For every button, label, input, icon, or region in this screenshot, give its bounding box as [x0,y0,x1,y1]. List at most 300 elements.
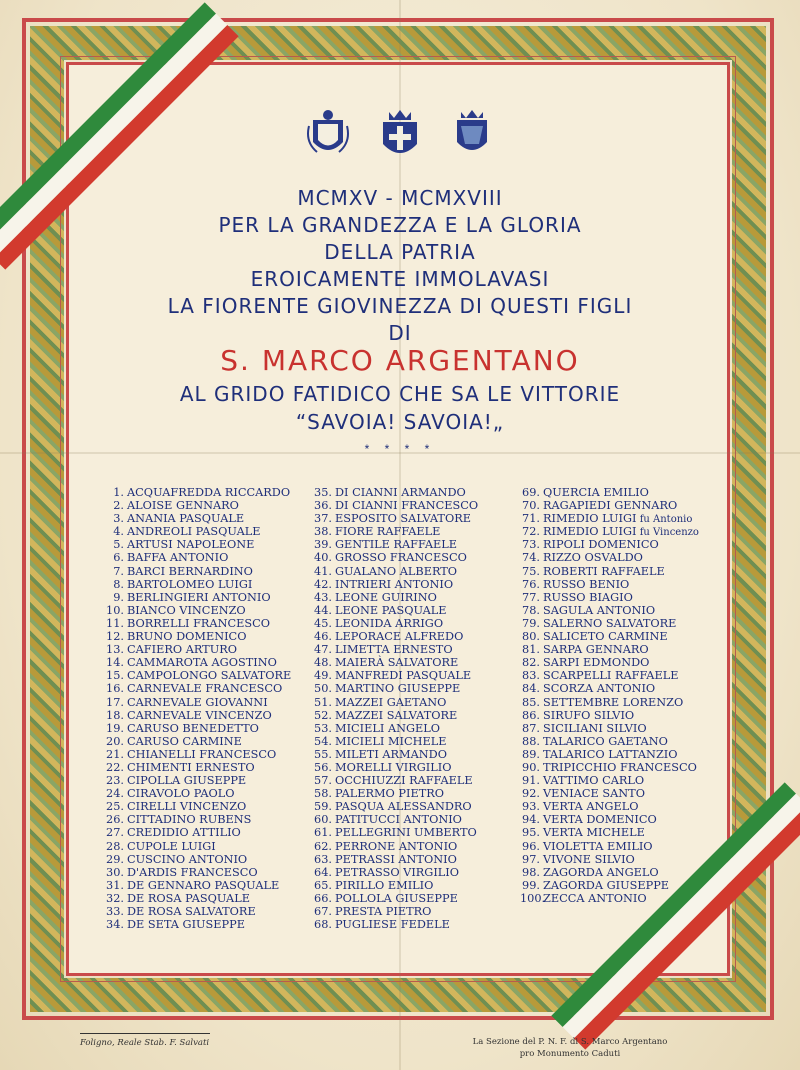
row-number: 56. [314,760,332,774]
fallen-name-row [104,512,291,525]
fallen-name-row [520,722,699,735]
fallen-name: VATTIMO CARLO [543,774,645,788]
fallen-name-row [312,538,478,551]
fallen-name-row [312,918,478,931]
row-number: 11. [106,616,124,630]
row-number: 73. [522,538,540,552]
fallen-name: PALERMO PIETRO [335,787,445,801]
fallen-name: SIRUFO SILVIO [543,708,635,722]
fallen-name: CUSCINO ANTONIO [127,852,248,866]
row-number: 39. [314,538,332,552]
row-number: 61. [314,826,332,840]
fallen-name-row [104,761,291,774]
row-number: 35. [314,486,332,499]
fallen-name-row [520,643,699,656]
fallen-name: CIRAVOLO PAOLO [127,787,235,801]
row-number: 25. [106,800,124,814]
row-number: 30. [106,865,124,879]
row-number: 54. [314,734,332,748]
row-number: 27. [106,826,124,840]
fallen-name-row [104,722,291,735]
row-number: 100. [520,891,546,905]
fallen-name: MAIERÀ SALVATORE [335,656,459,670]
fallen-name-row [520,774,699,787]
row-number: 50. [314,682,332,696]
row-number: 57. [314,774,332,788]
row-number: 79. [522,616,540,630]
fallen-name: RUSSO BENIO [543,577,630,591]
row-number: 16. [106,682,124,696]
fallen-name: RIMEDIO LUIGI [543,525,637,539]
fallen-name-row [520,800,699,813]
fallen-name-row [520,617,699,630]
row-number: 48. [314,656,332,670]
fallen-name-row [520,565,699,578]
heading-line-7: AL GRIDO FATIDICO CHE SA LE VITTORIE [179,382,621,406]
row-number: 74. [522,551,540,565]
fallen-name-row [312,892,478,905]
fallen-name-row [520,761,699,774]
fallen-name: PATITUCCI ANTONIO [335,813,462,827]
fallen-name-row [104,630,291,643]
fallen-name: QUERCIA EMILIO [543,486,649,499]
fallen-name: LEPORACE ALFREDO [335,630,464,644]
fallen-name-row [104,866,291,879]
fallen-name-row [312,591,478,604]
sponsor-line-1: La Sezione del P. N. F. di S. Marco Argentano [472,1037,668,1047]
fallen-name-row [104,879,291,892]
fallen-name: LEONE GUIRINO [335,590,437,604]
fallen-name: TALARICO LATTANZIO [543,747,678,761]
fallen-name-row [104,578,291,591]
fallen-name-row [104,682,291,695]
fallen-name-row [520,656,699,669]
fallen-name: GENTILE RAFFAELE [335,538,458,552]
fallen-name: CARNEVALE GIOVANNI [127,695,268,709]
fallen-name: BIANCO VINCENZO [127,603,246,617]
row-number: 10. [106,603,124,617]
fallen-name-row [520,486,699,499]
fallen-name-row [312,617,478,630]
row-number: 53. [314,721,332,735]
row-number: 66. [314,891,332,905]
row-number: 21. [106,747,124,761]
row-number: 34. [106,918,124,932]
heading-line-3: DELLA PATRIA [324,240,476,264]
fallen-name-row [104,787,291,800]
row-number: 85. [522,695,540,709]
fallen-name: PERRONE ANTONIO [335,839,458,853]
fallen-name-row [520,551,699,564]
fallen-name-row [104,918,291,931]
fallen-name: SICILIANI SILVIO [543,721,647,735]
name-suffix: fu Antonio [636,514,693,526]
row-number: 68. [314,918,332,932]
row-number: 81. [522,643,540,657]
fallen-name-row [520,879,699,892]
fallen-name: ARTUSI NAPOLEONE [127,538,255,552]
fallen-name-row [104,748,291,761]
fallen-name-row [312,643,478,656]
row-number: 78. [522,603,540,617]
row-number: 18. [106,708,124,722]
fallen-name: INTRIERI ANTONIO [335,577,454,591]
fallen-name-row [520,512,699,525]
fallen-name-row [104,604,291,617]
fallen-name-row [104,826,291,839]
row-number: 59. [314,800,332,814]
fallen-name-row [520,840,699,853]
fallen-name-row [520,813,699,826]
row-number: 9. [113,590,124,604]
fallen-name: VERTA ANGELO [543,800,639,814]
heading-line-6: DI [388,321,412,345]
row-number: 91. [522,774,540,788]
fallen-name-row [312,656,478,669]
row-number: 26. [106,813,124,827]
fallen-name-row [312,813,478,826]
fallen-name-row [104,486,291,499]
fallen-name-row [104,853,291,866]
row-number: 97. [522,852,540,866]
fallen-name-row [312,682,478,695]
heading-line-5: LA FIORENTE GIOVINEZZA DI QUESTI FIGLI [167,294,633,318]
fallen-name: ROBERTI RAFFAELE [543,564,665,578]
row-number: 33. [106,905,124,918]
fallen-name: LEONIDA ARRIGO [335,616,444,630]
fallen-name: VIOLETTA EMILIO [543,839,653,853]
fallen-name-row [312,630,478,643]
fallen-name: VERTA MICHELE [543,826,645,840]
fallen-name: MICIELI ANGELO [335,721,441,735]
row-number: 70. [522,499,540,513]
fallen-name-row [312,879,478,892]
row-number: 42. [314,577,332,591]
row-number: 92. [522,787,540,801]
fallen-name-row [104,696,291,709]
row-number: 86. [522,708,540,722]
crest-savoy-icon [377,106,423,164]
fallen-name: RIPOLI DOMENICO [543,538,659,552]
star-divider: * * * * [364,442,436,456]
fallen-name: CHIMENTI ERNESTO [127,760,255,774]
row-number: 62. [314,839,332,853]
fallen-name-row [312,866,478,879]
row-number: 90. [522,760,540,774]
fallen-name: MICIELI MICHELE [335,734,447,748]
fallen-name-row [104,709,291,722]
row-number: 46. [314,630,332,644]
row-number: 80. [522,630,540,644]
fallen-name: CARNEVALE VINCENZO [127,708,272,722]
row-number: 41. [314,564,332,578]
fallen-name: GUALANO ALBERTO [335,564,458,578]
row-number: 43. [314,590,332,604]
fallen-name: SCARPELLI RAFFAELE [543,669,679,683]
printer-credit: Foligno, Reale Stab. F. Salvati [80,1038,210,1048]
town-title: S. MARCO ARGENTANO [220,344,580,377]
fallen-name-row [312,512,478,525]
fallen-name-row [312,722,478,735]
fallen-name: VENIACE SANTO [543,787,645,801]
fallen-name-row [104,538,291,551]
fallen-name: CREDIDIO ATTILIO [127,826,241,840]
row-number: 20. [106,734,124,748]
fallen-name: ANDREOLI PASQUALE [127,525,261,539]
fallen-name: CARUSO CARMINE [127,734,242,748]
row-number: 76. [522,577,540,591]
row-number: 67. [314,905,332,918]
fallen-name: CHIANELLI FRANCESCO [127,747,277,761]
row-number: 23. [106,774,124,788]
fallen-name-row [312,735,478,748]
fallen-name-row [312,774,478,787]
fallen-name-row [312,905,478,918]
row-number: 65. [314,878,332,892]
fallen-name-row [104,735,291,748]
fallen-name-row [520,696,699,709]
fallen-name-row [520,499,699,512]
fallen-name-row [520,682,699,695]
fallen-name: PIRILLO EMILIO [335,878,434,892]
fallen-name-row [520,892,699,905]
fallen-name-row [520,735,699,748]
row-number: 71. [522,512,540,526]
row-number: 12. [106,630,124,644]
fallen-name-row [104,551,291,564]
fallen-name-row [104,617,291,630]
fallen-name: BERLINGIERI ANTONIO [127,590,271,604]
name-suffix: fu Vincenzo [636,527,699,539]
fallen-name-row [312,761,478,774]
fallen-name: BAFFA ANTONIO [127,551,229,565]
row-number: 2. [113,499,124,513]
fallen-name: D'ARDIS FRANCESCO [127,865,258,879]
crest-left-icon [305,106,351,164]
row-number: 84. [522,682,540,696]
fallen-name: RUSSO BIAGIO [543,590,633,604]
fallen-name-row [312,800,478,813]
fallen-name-row [520,669,699,682]
fallen-name-row [520,866,699,879]
row-number: 14. [106,656,124,670]
row-number: 64. [314,865,332,879]
fallen-name-row [520,630,699,643]
fallen-name: ALOISE GENNARO [127,499,239,513]
fallen-name-row [312,826,478,839]
row-number: 19. [106,721,124,735]
names-column-3 [520,486,699,905]
fallen-name: RAGAPIEDI GENNARO [543,499,678,513]
fallen-name: OCCHIUZZI RAFFAELE [335,774,473,788]
row-number: 44. [314,603,332,617]
row-number: 98. [522,865,540,879]
fallen-name-row [312,840,478,853]
row-number: 51. [314,695,332,709]
fallen-name-row [520,578,699,591]
row-number: 77. [522,590,540,604]
fallen-name-row [104,800,291,813]
fallen-name: SAGULA ANTONIO [543,603,656,617]
row-number: 88. [522,734,540,748]
row-number: 45. [314,616,332,630]
row-number: 5. [113,538,124,552]
row-number: 28. [106,839,124,853]
row-number: 55. [314,747,332,761]
fallen-name: ANANIA PASQUALE [127,512,245,526]
crest-right-icon [449,106,495,164]
fallen-name: TALARICO GAETANO [543,734,668,748]
fallen-name-row [312,565,478,578]
row-number: 3. [113,512,124,526]
fallen-name: SARPA GENNARO [543,643,649,657]
fallen-name-row [520,826,699,839]
fallen-name: BARCI BERNARDINO [127,564,253,578]
heading-years: MCMXV - MCMXVIII [297,186,503,210]
row-number: 82. [522,656,540,670]
fallen-name: ZAGORDA ANGELO [543,865,659,879]
fallen-name-row [520,787,699,800]
fallen-name: VIVONE SILVIO [543,852,635,866]
fallen-name-row [104,525,291,538]
fallen-name: PRESTA PIETRO [335,905,432,918]
coats-of-arms [0,106,800,164]
names-column-1 [104,486,291,931]
fallen-name-row [104,656,291,669]
fallen-name: MILETI ARMANDO [335,747,447,761]
fallen-name: CIRELLI VINCENZO [127,800,247,814]
row-number: 29. [106,852,124,866]
row-number: 89. [522,747,540,761]
row-number: 87. [522,721,540,735]
fallen-name: LEONE PASQUALE [335,603,447,617]
row-number: 37. [314,512,332,526]
fallen-name: SARPI EDMONDO [543,656,650,670]
fallen-name: PETRASSO VIRGILIO [335,865,460,879]
row-number: 83. [522,669,540,683]
fallen-name-row [104,499,291,512]
fallen-name: SCORZA ANTONIO [543,682,656,696]
fallen-name-row [520,853,699,866]
fallen-name: PUGLIESE FEDELE [335,918,450,932]
row-number: 93. [522,800,540,814]
row-number: 31. [106,878,124,892]
fallen-name-row [520,604,699,617]
row-number: 60. [314,813,332,827]
sponsor-line-2: pro Monumento Caduti [519,1049,621,1059]
fallen-name-row [312,486,478,499]
fallen-name-row [312,499,478,512]
row-number: 36. [314,499,332,513]
row-number: 72. [522,525,540,539]
fallen-name: ZECCA ANTONIO [543,891,647,905]
fallen-name: DI CIANNI ARMANDO [335,486,466,499]
fallen-name-row [104,774,291,787]
fallen-name: MAZZEI GAETANO [335,695,447,709]
fallen-name: DE SETA GIUSEPPE [127,918,245,932]
fallen-name: PASQUA ALESSANDRO [335,800,472,814]
fallen-name: PETRASSI ANTONIO [335,852,457,866]
fallen-name-row [104,840,291,853]
row-number: 95. [522,826,540,840]
fallen-name-row [312,748,478,761]
footer-rule [80,1033,210,1034]
row-number: 49. [314,669,332,683]
fallen-name: CAFIERO ARTURO [127,643,237,657]
fallen-name: SALERNO SALVATORE [543,616,677,630]
row-number: 38. [314,525,332,539]
fallen-name: BORRELLI FRANCESCO [127,616,271,630]
row-number: 22. [106,760,124,774]
row-number: 17. [106,695,124,709]
row-number: 94. [522,813,540,827]
row-number: 63. [314,852,332,866]
row-number: 40. [314,551,332,565]
fallen-name: CARUSO BENEDETTO [127,721,259,735]
heading-motto: “SAVOIA! SAVOIA!„ [295,410,505,434]
fallen-name: CIPOLLA GIUSEPPE [127,774,247,788]
names-column-2 [312,486,478,931]
row-number: 69. [522,486,540,499]
fallen-name-row [104,643,291,656]
fallen-name: CAMMAROTA AGOSTINO [127,656,277,670]
fallen-name-row [104,892,291,905]
fallen-name-row [312,669,478,682]
fallen-name: DE GENNARO PASQUALE [127,878,280,892]
fallen-name-row [312,709,478,722]
fallen-name: CARNEVALE FRANCESCO [127,682,283,696]
fallen-name-row [104,565,291,578]
row-number: 8. [113,577,124,591]
fallen-name-row [104,669,291,682]
row-number: 96. [522,839,540,853]
fallen-name: DI CIANNI FRANCESCO [335,499,479,513]
fallen-name-row [312,578,478,591]
fallen-name: ESPOSITO SALVATORE [335,512,471,526]
fallen-name-row [312,551,478,564]
fallen-name-row [312,853,478,866]
row-number: 47. [314,643,332,657]
fallen-name: CAMPOLONGO SALVATORE [127,669,292,683]
fallen-name: PELLEGRINI UMBERTO [335,826,477,840]
sponsor-credit [440,1036,700,1060]
fallen-name: VERTA DOMENICO [543,813,657,827]
fallen-name: ACQUAFREDDA RICCARDO [127,486,291,499]
row-number: 75. [522,564,540,578]
row-number: 58. [314,787,332,801]
fallen-name-row [520,525,699,538]
row-number: 1. [113,486,124,499]
fallen-name-row [312,696,478,709]
row-number: 6. [113,551,124,565]
fallen-name-row [104,813,291,826]
row-number: 99. [522,878,540,892]
fallen-name: MARTINO GIUSEPPE [335,682,461,696]
fallen-name-row [312,787,478,800]
heading-line-2: PER LA GRANDEZZA E LA GLORIA [218,213,582,237]
row-number: 15. [106,669,124,683]
fallen-name: LIMETTA ERNESTO [335,643,453,657]
fallen-name-row [312,525,478,538]
row-number: 4. [113,525,124,539]
fallen-name: DE ROSA PASQUALE [127,891,250,905]
fallen-name: GROSSO FRANCESCO [335,551,467,565]
fallen-name: ZAGORDA GIUSEPPE [543,878,670,892]
fallen-name: BRUNO DOMENICO [127,630,247,644]
fallen-name: POLLOLA GIUSEPPE [335,891,458,905]
fallen-name: RIMEDIO LUIGI [543,512,637,526]
fallen-name-row [520,591,699,604]
